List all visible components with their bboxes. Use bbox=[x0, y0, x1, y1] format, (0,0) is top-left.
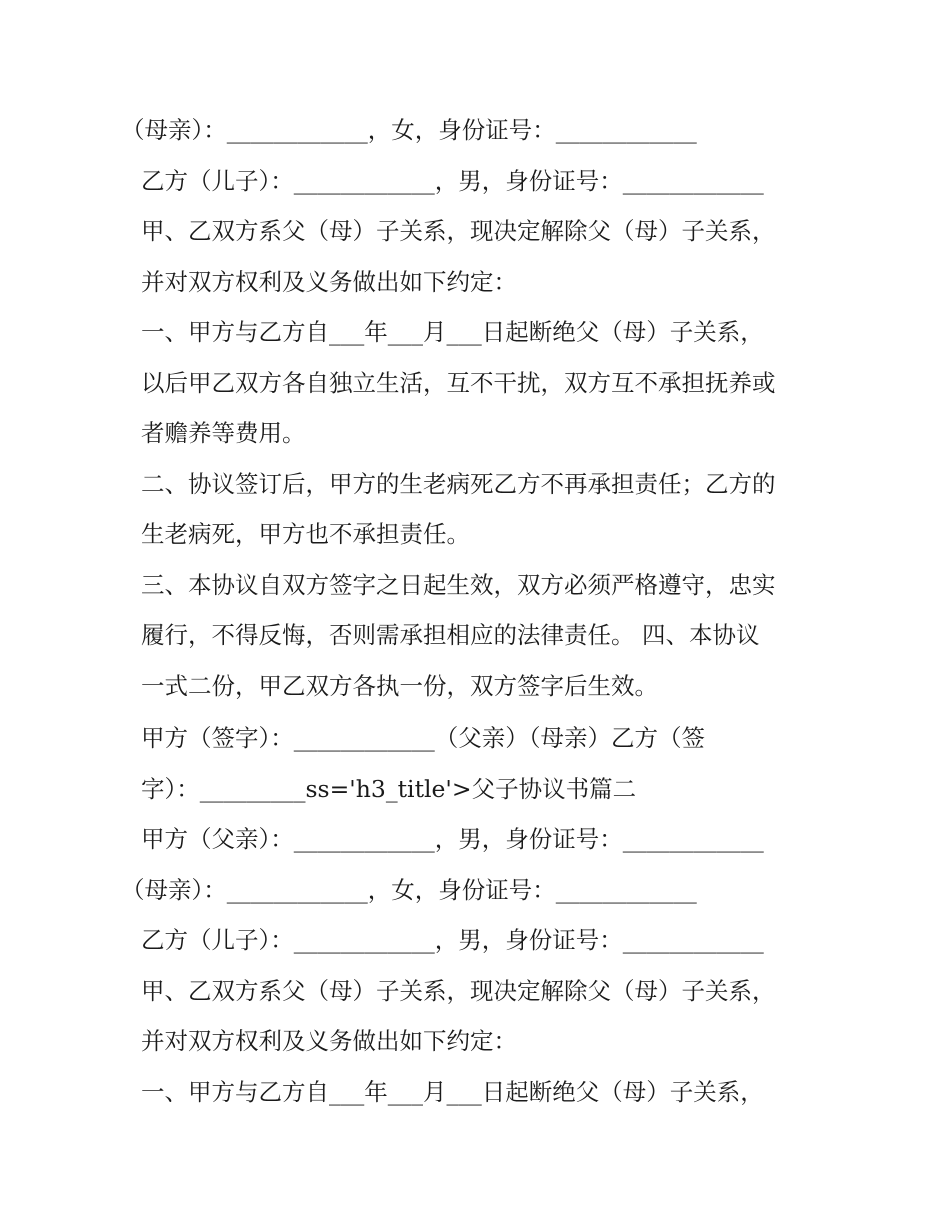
text-line: 三、本协议自双方签字之日起生效，双方必须严格遵守，忠实 bbox=[141, 571, 776, 599]
text-line: 乙方（儿子）：____________，男，身份证号：____________ bbox=[141, 167, 764, 195]
text-line: 甲、乙双方系父（母）子关系，现决定解除父（母）子关系， bbox=[141, 217, 776, 245]
text-line: 乙方（儿子）：____________，男，身份证号：____________ bbox=[141, 926, 764, 954]
text-line: 字）：_________ss='h3_title'>父子协议书篇二 bbox=[141, 775, 637, 803]
text-line: 履行，不得反悔，否则需承担相应的法律责任。 四、本协议 bbox=[141, 621, 760, 649]
text-line: 并对双方权利及义务做出如下约定： bbox=[141, 268, 517, 296]
text-line: 一式二份，甲乙双方各执一份，双方签字后生效。 bbox=[141, 672, 658, 700]
text-line: 一、甲方与乙方自___年___月___日起断绝父（母）子关系， bbox=[141, 1078, 764, 1106]
text-line: 者赡养等费用。 bbox=[141, 419, 306, 447]
text-line: 甲方（父亲）：____________，男，身份证号：____________ bbox=[141, 825, 764, 853]
text-line: 甲方（签字）：____________（父亲）（母亲）乙方（签 bbox=[141, 724, 705, 752]
text-line: 生老病死，甲方也不承担责任。 bbox=[141, 520, 470, 548]
text-line: 二、协议签订后，甲方的生老病死乙方不再承担责任；乙方的 bbox=[141, 470, 776, 498]
text-line: （母亲）：____________，女，身份证号：____________ bbox=[121, 876, 697, 904]
text-line: 一、甲方与乙方自___年___月___日起断绝父（母）子关系， bbox=[141, 318, 764, 346]
text-line: 以后甲乙双方各自独立生活，互不干扰，双方互不承担抚养或 bbox=[141, 369, 776, 397]
text-line: （母亲）：____________，女，身份证号：____________ bbox=[121, 116, 697, 144]
text-line: 甲、乙双方系父（母）子关系，现决定解除父（母）子关系， bbox=[141, 977, 776, 1005]
text-line: 并对双方权利及义务做出如下约定： bbox=[141, 1027, 517, 1055]
